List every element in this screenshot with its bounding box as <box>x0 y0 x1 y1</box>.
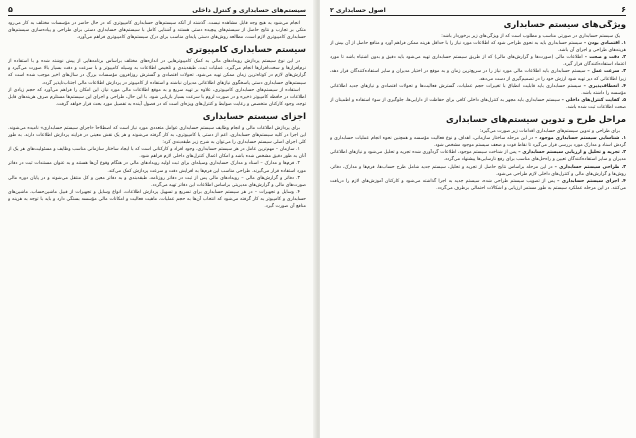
right-running-title: اصول حسابداری ۲ <box>330 7 386 14</box>
section-title: مراحل طرح و تدوین سیستم‌های حسابداری <box>445 115 626 126</box>
paragraph <box>330 178 626 192</box>
paragraph-text: برای پردازش اطلاعات مالی و انجام وظایف سیستم حسابداری عوامل متعددی مورد نیاز است که اصطلاحاً «اجزای سیستم حسابداری» نامیده می‌شوند. این اجزا در کلیه سیستم‌های حسابداری، اعم از دستی یا کامپیوتری، به کار گرفته می‌شوند و هر یک نقش معینی در فرایند پردازش اطلاعات دارند. به طور کلی اجزای اصلی سیستم حسابداری را می‌توان به شرح زیر طبقه‌بندی کرد: <box>8 125 306 146</box>
list-item-label: ۳. طراحی سیستم حسابداری – <box>554 164 626 170</box>
list-item-label: ۳. سرعت عمل – <box>587 69 626 75</box>
paragraph-text: ۲. فرم‌ها و مدارک – اسناد و مدارک حسابداری وسیله‌ای برای ثبت اولیه رویدادهای مالی در هنگام وقوع آن‌ها هستند و به عنوان مستندات ثبت در دفاتر مورد استفاده قرار می‌گیرند. طراحی مناسب این فرم‌ها به افزایش دقت و سرعت پردازش کمک می‌کند. <box>8 161 306 174</box>
left-running-head <box>8 4 306 14</box>
paragraph-text: در این مرحله ساختار سازمانی، اهداف و نوع فعالیت مؤسسه و همچنین نحوه انجام عملیات حسابداری و گردش اسناد و مدارک مورد بررسی قرار می‌گیرد تا نقاط قوت و ضعف سیستم موجود مشخص شود. <box>330 136 626 149</box>
right-page-number: ۶ <box>621 5 626 14</box>
left-page-body <box>8 20 306 210</box>
paragraph <box>8 87 306 108</box>
paragraph-text: استفاده از سیستم‌های حسابداری کامپیوتری، علاوه بر تهیه سریع و به موقع اطلاعات مالی مورد نیاز، این امکان را فراهم می‌آورد که حجم زیادی از اطلاعات در حافظه کامپیوتر ذخیره و در صورت لزوم با سرعت بسیار بازیابی شود. با این حال، طراحی و اجرای این سیستم‌ها مستلزم صرف هزینه‌های قابل توجه، وجود کارکنان متخصص و رعایت ضوابط و کنترل‌های ویژه‌ای است که در فصول آینده به تفصیل مورد بحث قرار خواهد گرفت. <box>8 87 306 107</box>
right-page-body <box>330 20 626 192</box>
paragraph-text: در این مرحله براساس نتایج حاصل از تجزیه و تحلیل، سیستم جدید شامل طرح حساب‌ها، فرم‌ها و مدارک، دفاتر، روش‌ها و گزارش‌های مالی و کنترل‌های داخلی لازم طراحی می‌شود. <box>330 164 626 177</box>
paragraph-text: ۱. سازمان – مهم‌ترین عامل در هر سیستم حسابداری، وجود افراد و کارکنانی است که با ایجاد ساختار سازمانی مناسب وظایف و مسئولیت‌های هر یک از آنان به طور دقیق مشخص شده باشد و امکان اعمال کنترل‌های داخلی لازم فراهم شود. <box>8 147 306 160</box>
list-item-label: ۴. اجرای سیستم حسابداری – <box>557 178 626 184</box>
list-item-label: ۱. شناسایی سیستم حسابداری موجود – <box>534 136 626 142</box>
paragraph <box>8 189 306 210</box>
paragraph <box>330 135 626 149</box>
paragraph <box>8 146 306 160</box>
paragraph <box>330 83 626 97</box>
paragraph-text: برای طراحی و تدوین سیستم‌های حسابداری اقدامات زیر صورت می‌گیرد: <box>479 129 620 135</box>
paragraph-text: سیستم حسابداری باید به نحوی طراحی شود که اطلاعات مورد نیاز را با حداقل هزینه ممکن فراهم آورد و منافع حاصل از آن بیش از هزینه‌های طراحی و اجرای آن باشد. <box>330 41 626 54</box>
left-page <box>0 0 316 438</box>
left-page-number: ۵ <box>8 5 13 14</box>
left-head-rule <box>8 15 306 16</box>
paragraph-text: ۴. وسایل و تجهیزات – در هر سیستم حسابداری برای تسریع و تسهیل پردازش اطلاعات، انواع وسایل و تجهیزات از قبیل ماشین‌حساب، ماشین‌های حسابداری و کامپیوتر به کار گرفته می‌شود که انتخاب آن‌ها به حجم عملیات، ماهیت فعالیت و امکانات مالی مؤسسه بستگی دارد و باید با توجه به هزینه و منافع آن صورت گیرد. <box>8 189 306 209</box>
list-item-label: ۴. انعطاف‌پذیری – <box>583 83 626 89</box>
paragraph <box>330 33 626 40</box>
paragraph <box>330 97 626 111</box>
paragraph <box>8 175 306 189</box>
section-title: ویژگی‌های سیستم حسابداری <box>503 20 626 30</box>
paragraph <box>330 164 626 178</box>
paragraph <box>8 58 306 86</box>
paragraph <box>330 40 626 54</box>
paragraph-text: در این نوع سیستم پردازش رویدادهای مالی به کمک کامپیوترهایی در اندازه‌های مختلف براساس برنامه‌هایی از پیش نوشته شده و با استفاده از نرم‌افزارها و سخت‌افزارها انجام می‌گیرد. عملیات ثبت، طبقه‌بندی و تلخیص اطلاعات به وسیله کامپیوتر و با سرعت و دقت بسیار بالا صورت می‌گیرد و گزارش‌های لازم در کوتاه‌ترین زمان ممکن تهیه می‌شود. تحولات اقتصادی و گسترش روزافزون مؤسسات بزرگ در سال‌های اخیر موجب شده است که سیستم‌های حسابداری دستی پاسخگوی نیازهای اطلاعاتی مدیران نباشند و استفاده از کامپیوتر در پردازش اطلاعات مالی اجتناب‌ناپذیر گردد. <box>8 59 306 86</box>
paragraph-text: ۳. دفاتر و گزارش‌های مالی – رویدادهای مالی پس از ثبت در دفاتر روزنامه، طبقه‌بندی و به دفاتر معین و کل منتقل می‌شوند و در پایان دوره مالی صورت‌های مالی و گزارش‌های مدیریتی براساس اطلاعات این دفاتر تهیه می‌گردد. <box>8 175 306 188</box>
paragraph <box>8 125 306 146</box>
right-head-rule <box>330 15 626 16</box>
paragraph-text: پس از تصویب سیستم طراحی شده، سیستم جدید به اجرا گذاشته می‌شود و کارکنان آموزش‌های لازم را دریافت می‌کنند. در این مرحله عملکرد سیستم به طور مستمر ارزیابی و اشکالات احتمالی برطرف می‌گردد. <box>330 178 626 191</box>
left-running-title: سیستم‌های حسابداری و کنترل داخلی <box>192 7 306 14</box>
paragraph-text: اطلاعات مالی (صورت‌ها و گزارش‌های مالی) که از طریق سیستم حسابداری تهیه می‌شود باید دقیق و بدون اشتباه باشد تا مورد اعتماد استفاده‌کنندگان قرار گیرد. <box>330 55 626 68</box>
section-title: اجزای سیستم حسابداری <box>202 111 306 122</box>
paragraph <box>330 128 626 135</box>
list-item-label: ۲. تجزیه و تحلیل و ارزیابی سیستم حسابداری – <box>518 150 626 156</box>
list-item-label: ۵. کفایت کنترل‌های داخلی – <box>561 97 626 103</box>
paragraph-text: سیستم حسابداری باید مجهز به کنترل‌های داخلی کافی برای حفاظت از دارایی‌ها، جلوگیری از سوء استفاده و اطمینان از صحت اطلاعات ثبت شده باشد. <box>330 97 626 110</box>
section-title: سیستم حسابداری کامپیوتری <box>185 45 306 56</box>
paragraph <box>8 160 306 174</box>
paragraph-text: سیستم حسابداری باید اطلاعات مالی مورد نیاز را در سریع‌ترین زمان و به موقع در اختیار مدیران و سایر استفاده‌کنندگان قرار دهد، زیرا اطلاعاتی که دیر تهیه شود ارزش خود را در تصمیم‌گیری از دست می‌دهد. <box>330 69 626 82</box>
paragraph <box>8 20 306 41</box>
paragraph-text: انجام می‌شود به هیچ وجه قابل مشاهده نیست. گذشته از آنکه سیستم‌های حسابداری کامپیوتری که در حال حاضر در مؤسسات مختلف به کار می‌رود متکی بر تجارب و نتایج حاصل از سیستم‌های پیچیده دستی هستند و آشنایی کامل با سیستم‌های حسابداری دستی برای طراحی و پیاده‌سازی سیستم‌های حسابداری کامپیوتری لازم است، مطالعه روش‌های دستی پایه‌ای مناسب برای درک سیستم‌های کامپیوتری فراهم می‌آورد. <box>8 21 306 41</box>
paragraph <box>330 54 626 68</box>
paragraph-text: یک سیستم حسابداری در صورتی مناسب و مطلوب است که از ویژگی‌های زیر برخوردار باشد: <box>441 34 620 39</box>
paragraph <box>330 68 626 82</box>
right-page <box>320 0 636 438</box>
list-item-label: ۱. اقتصادی بودن – <box>583 41 626 47</box>
paragraph-text: پس از شناخت سیستم موجود، اطلاعات گردآوری شده تجزیه و تحلیل می‌شود و نیازهای اطلاعاتی مدیران و سایر استفاده‌کنندگان تعیین و راه‌حل‌های مناسب برای رفع نارسایی‌ها پیشنهاد می‌گردد. <box>330 150 626 163</box>
list-item-label: ۲. دقت و صحت – <box>584 55 626 61</box>
paragraph <box>330 149 626 163</box>
paragraph-text: سیستم حسابداری باید قابلیت انطباق با تغییرات حجم عملیات، گسترش فعالیت‌ها و تحولات اقتصادی و نیازهای جدید اطلاعاتی مؤسسه را داشته باشد. <box>330 83 626 96</box>
right-running-head <box>330 4 626 14</box>
